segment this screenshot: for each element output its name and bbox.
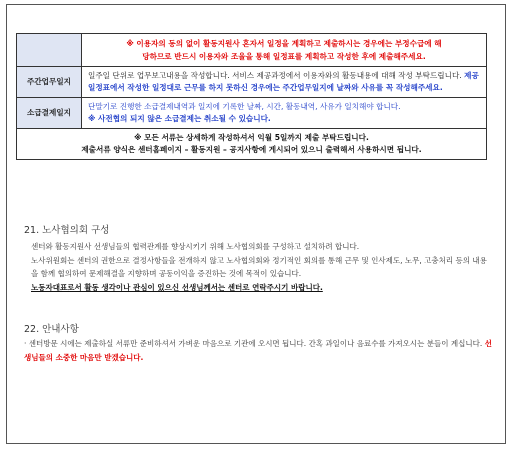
note-row [17,129,487,160]
empty-label-cell [17,34,82,67]
payment-log-row [17,98,487,129]
note-line-1: ※ 모든 서류는 상세하게 작성하셔서 익월 5일까지 제출 부탁드립니다. [134,133,369,142]
warning-line-1: ※ 이용자의 동의 없이 활동지원사 혼자서 일정을 계획하고 제출하시는 경우에는 부정수급에 해 [126,39,442,48]
warning-line-2: 당하므로 반드시 이용자와 조율을 통해 일정표를 계획하고 작성한 후에 제출해주세요. [142,52,426,61]
weekly-log-cell [82,67,487,98]
section-21-paragraph-3: 노동자대표로서 활동 생각이나 관심이 있으신 선생님께서는 센터로 연락주시기 바랍니다. [31,282,323,292]
section-21-body [31,240,493,294]
warning-row [17,34,487,67]
payment-log-cell [82,98,487,129]
weekly-log-label: 주간업무일지 [17,67,82,98]
section-22-text: · 센터방문 시에는 제출하실 서류만 준비하셔서 가벼운 마음으로 기관에 오시면 됩니다. 간혹 과일이나 음료수를 가져오시는 분들이 계십니다. [24,339,483,348]
weekly-log-text: 일주일 단위로 업무보고내용을 작성합니다. 서비스 제공과정에서 이용자와의 활동내용에 대해 작성 부탁드립니다. [88,71,462,80]
weekly-log-emphasis: 제공일정표에서 작성한 일정대로 근무를 하지 못하신 경우에는 주간업무일지에 날짜와 사유를 꼭 작성해주세요. [88,71,479,92]
section-22-emphasis: 선생님들의 소중한 마음만 받겠습니다. [24,339,492,362]
note-cell [17,129,487,160]
payment-log-line-1: 단말기로 진행한 소급결제내역과 일지에 기록한 날짜, 시간, 활동내역, 사유가 일치해야 합니다. [88,102,401,111]
note-line-2: 제출서류 양식은 센터홈페이지 – 활동지원 – 공지사항에 게시되어 있으니 출력해서 사용하시면 됩니다. [81,145,422,154]
warning-cell [82,34,487,67]
section-21-paragraph-2: 노사위원회는 센터의 권한으로 결정사항들을 전개하지 않고 노사협의회와 정기적인 회의를 통해 근무 및 인사제도, 노무, 고충처리 등의 내용을 함께 협의하여 문제해결을 지향하며 공동이익을 증진하는 것에 목적이 있습니다. [31,255,487,278]
section-22-body [24,337,494,364]
payment-log-label: 소급결제일지 [17,98,82,129]
section-21-heading: 21. 노사협의회 구성 [24,225,110,236]
weekly-log-row [17,67,487,98]
section-21-paragraph-1: 센터와 활동지원사 선생님들의 협력관계를 향상시키기 위해 노사협의회를 구성하고 설치하려 합니다. [31,242,360,251]
section-22-heading: 22. 안내사항 [24,324,79,335]
submission-guide-table [16,33,487,160]
payment-log-line-2: ※ 사전협의 되지 않은 소급결제는 취소될 수 있습니다. [88,114,271,123]
